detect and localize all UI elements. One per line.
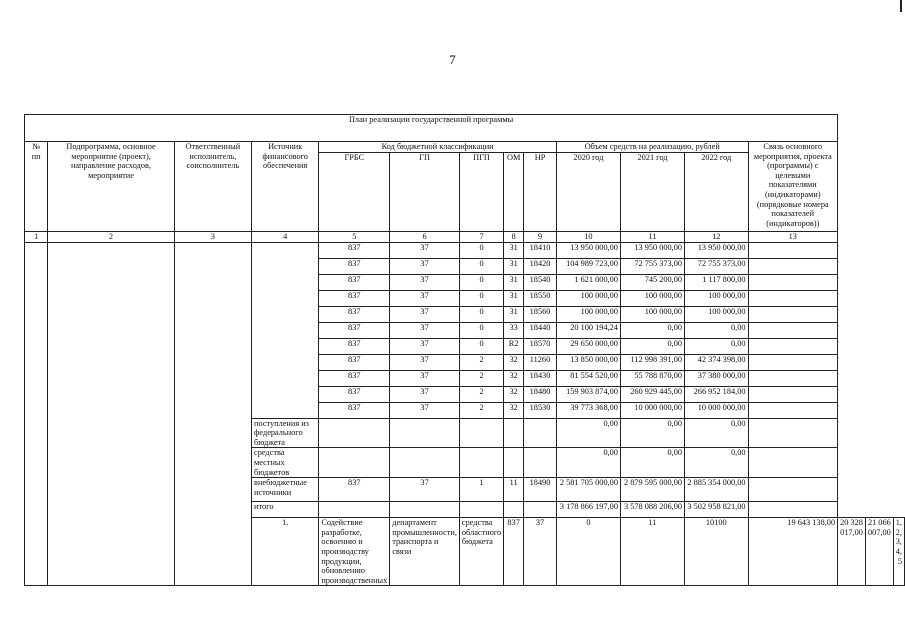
amount-2022: 0,00 — [685, 322, 748, 338]
amount-2021: 100 000,00 — [620, 290, 684, 306]
om-cell: 32 — [504, 354, 524, 370]
amount-2022: 0,00 — [685, 338, 748, 354]
amount-2020: 1 621 000,00 — [556, 274, 620, 290]
column-number: 12 — [685, 231, 748, 242]
gp-cell: 37 — [390, 478, 460, 502]
link-cell — [748, 274, 838, 290]
column-number: 4 — [252, 231, 319, 242]
code-cell — [504, 502, 524, 518]
amount-2020: 39 773 368,00 — [556, 402, 620, 418]
pgp-cell: 2 — [459, 370, 503, 386]
column-number: 7 — [459, 231, 503, 242]
om-cell: 33 — [504, 322, 524, 338]
gp-cell: 37 — [390, 338, 460, 354]
page-number: 7 — [449, 52, 456, 67]
column-number: 10 — [556, 231, 620, 242]
amount-2020: 13 950 000,00 — [556, 242, 620, 258]
pgp-cell: 0 — [459, 322, 503, 338]
amount-2020: 81 554 520,00 — [556, 370, 620, 386]
pgp-cell: 2 — [459, 354, 503, 370]
np-cell: 18440 — [524, 322, 557, 338]
amount-2022: 37 380 000,00 — [685, 370, 748, 386]
amount-2022: 0,00 — [685, 418, 748, 448]
gp-cell: 37 — [390, 258, 460, 274]
link-cell — [748, 418, 838, 448]
np-cell: 18420 — [524, 258, 557, 274]
code-cell — [524, 418, 557, 448]
amount-2022: 100 000,00 — [685, 290, 748, 306]
header-link: Связь основного мероприятия, проекта (программы) с целевыми показателями (индикаторами) (порядковые номера показателей (индикаторов)) — [748, 142, 838, 232]
amount-2022: 3 502 958 821,00 — [685, 502, 748, 518]
amount-2021: 112 998 391,00 — [620, 354, 684, 370]
amount-2022: 1 117 800,00 — [685, 274, 748, 290]
header-2022: 2022 год — [685, 152, 748, 231]
amount-2020: 100 000,00 — [556, 306, 620, 322]
code-cell — [524, 502, 557, 518]
gp-cell: 37 — [390, 306, 460, 322]
grbs-cell: 837 — [319, 354, 390, 370]
np-cell: 18410 — [524, 242, 557, 258]
gp-cell: 37 — [390, 386, 460, 402]
amount-2020: 104 989 723,00 — [556, 258, 620, 274]
pgp-cell: 2 — [459, 402, 503, 418]
np-cell: 18550 — [524, 290, 557, 306]
grbs-cell: 837 — [319, 338, 390, 354]
link-cell — [748, 306, 838, 322]
om-cell: 32 — [504, 402, 524, 418]
code-cell — [459, 502, 503, 518]
column-number: 2 — [48, 231, 174, 242]
amount-2021: 0,00 — [620, 338, 684, 354]
grbs-cell: 837 — [319, 274, 390, 290]
code-cell — [319, 448, 390, 478]
amount-2021: 260 929 445,00 — [620, 386, 684, 402]
column-number: 9 — [524, 231, 557, 242]
code-cell — [504, 448, 524, 478]
column-number: 5 — [319, 231, 390, 242]
amount-2021: 745 200,00 — [620, 274, 684, 290]
amount-2021: 13 950 000,00 — [620, 242, 684, 258]
header-responsible: Ответственный исполнитель, соисполнитель — [174, 142, 251, 232]
column-number: 11 — [620, 231, 684, 242]
header-np: НР — [524, 152, 557, 231]
amount-2021: 0,00 — [620, 322, 684, 338]
column-number-row — [25, 231, 905, 242]
amount-2021: 0,00 — [620, 448, 684, 478]
grbs-cell: 837 — [319, 306, 390, 322]
pgp-cell: 0 — [459, 338, 503, 354]
grbs-cell: 837 — [319, 242, 390, 258]
om-cell: 32 — [504, 370, 524, 386]
link-cell — [748, 478, 838, 502]
grbs-cell: 837 — [504, 518, 524, 586]
np-cell: 11260 — [524, 354, 557, 370]
amount-2020: 100 000,00 — [556, 290, 620, 306]
source-cell: средства местных бюджетов — [252, 448, 319, 478]
header-name: Подпрограмма, основное мероприятие (проект), направление расходов, мероприятие — [48, 142, 174, 232]
link-cell — [748, 386, 838, 402]
column-number: 13 — [748, 231, 838, 242]
pgp-cell: 0 — [459, 306, 503, 322]
responsible-cell — [174, 242, 251, 586]
np-cell: 18560 — [524, 306, 557, 322]
header-source: Источник финансового обеспечения — [252, 142, 319, 232]
link-cell: 1, 2, 3, 4, 5 — [893, 518, 904, 586]
code-cell — [504, 418, 524, 448]
code-cell — [319, 502, 390, 518]
name-cell — [48, 242, 174, 586]
source-cell: поступления из федерального бюджета — [252, 418, 319, 448]
om-cell: 31 — [504, 258, 524, 274]
grbs-cell: 837 — [319, 258, 390, 274]
np-cell: 18490 — [524, 478, 557, 502]
column-number: 6 — [390, 231, 460, 242]
om-cell: R2 — [504, 338, 524, 354]
amount-2021: 0,00 — [620, 418, 684, 448]
amount-2022: 72 755 373,00 — [685, 258, 748, 274]
gp-cell: 37 — [524, 518, 557, 586]
header-no: № пп — [25, 142, 48, 232]
om-cell: 31 — [504, 274, 524, 290]
amount-2020: 159 903 874,00 — [556, 386, 620, 402]
column-number: 8 — [504, 231, 524, 242]
code-cell — [390, 418, 460, 448]
item-number: 1. — [252, 518, 319, 586]
source-cell: итого — [252, 502, 319, 518]
pgp-cell: 2 — [459, 386, 503, 402]
amount-2021: 3 578 088 206,00 — [620, 502, 684, 518]
amount-2022: 100 000,00 — [685, 306, 748, 322]
pgp-cell: 0 — [459, 258, 503, 274]
amount-2020: 29 650 000,00 — [556, 338, 620, 354]
amount-2021: 20 328 017,00 — [838, 518, 866, 586]
header-gp: ГП — [390, 152, 460, 231]
gp-cell: 37 — [390, 402, 460, 418]
no-cell — [25, 242, 48, 586]
np-cell: 18540 — [524, 274, 557, 290]
om-cell: 32 — [504, 386, 524, 402]
item-source: средства областного бюджета — [459, 518, 503, 586]
header-funds: Объем средств на реализацию, рублей — [556, 142, 748, 153]
amount-2021: 72 755 373,00 — [620, 258, 684, 274]
om-cell: 31 — [504, 290, 524, 306]
program-plan-table — [24, 114, 905, 586]
pgp-cell: 0 — [459, 274, 503, 290]
column-number: 3 — [174, 231, 251, 242]
link-cell — [748, 338, 838, 354]
pgp-cell: 0 — [459, 242, 503, 258]
grbs-cell: 837 — [319, 290, 390, 306]
amount-2021: 10 000 000,00 — [620, 402, 684, 418]
np-cell: 10100 — [685, 518, 748, 586]
header-om: ОМ — [504, 152, 524, 231]
amount-2022: 42 374 398,00 — [685, 354, 748, 370]
grbs-cell: 837 — [319, 402, 390, 418]
header-grbs: ГРБС — [319, 152, 390, 231]
grbs-cell: 837 — [319, 478, 390, 502]
code-cell — [524, 448, 557, 478]
amount-2020: 3 178 866 197,00 — [556, 502, 620, 518]
gp-cell: 37 — [390, 354, 460, 370]
amount-2020: 19 643 138,00 — [748, 518, 838, 586]
header-budget-code: Код бюджетной классификации — [319, 142, 557, 153]
grbs-cell: 837 — [319, 370, 390, 386]
gp-cell: 37 — [390, 290, 460, 306]
amount-2022: 21 066 007,00 — [865, 518, 893, 586]
edge-mark — [900, 0, 902, 12]
pgp-cell: 0 — [459, 290, 503, 306]
np-cell: 18480 — [524, 386, 557, 402]
pgp-cell: 1 — [459, 478, 503, 502]
grbs-cell: 837 — [319, 386, 390, 402]
amount-2020: 0,00 — [556, 418, 620, 448]
amount-2021: 100 000,00 — [620, 306, 684, 322]
link-cell — [748, 448, 838, 478]
code-cell — [459, 418, 503, 448]
amount-2020: 20 100 194,24 — [556, 322, 620, 338]
header-pgp: ПГП — [459, 152, 503, 231]
amount-2021: 55 788 870,00 — [620, 370, 684, 386]
code-cell — [459, 448, 503, 478]
table-row — [25, 242, 905, 258]
amount-2020: 2 581 705 000,00 — [556, 478, 620, 502]
source-cell — [252, 242, 319, 418]
link-cell — [748, 290, 838, 306]
np-cell: 18570 — [524, 338, 557, 354]
link-cell — [748, 502, 838, 518]
amount-2020: 0,00 — [556, 448, 620, 478]
gp-cell: 37 — [390, 322, 460, 338]
np-cell: 18530 — [524, 402, 557, 418]
column-number: 1 — [25, 231, 48, 242]
link-cell — [748, 322, 838, 338]
link-cell — [748, 354, 838, 370]
amount-2022: 10 000 000,00 — [685, 402, 748, 418]
link-cell — [748, 258, 838, 274]
gp-cell: 37 — [390, 242, 460, 258]
amount-2020: 13 850 000,00 — [556, 354, 620, 370]
code-cell — [390, 448, 460, 478]
source-cell: внебюджетные источники — [252, 478, 319, 502]
item-responsible: департамент промышленности, транспорта и связи — [390, 518, 460, 586]
om-cell: 11 — [504, 478, 524, 502]
link-cell — [748, 402, 838, 418]
link-cell — [748, 370, 838, 386]
gp-cell: 37 — [390, 370, 460, 386]
gp-cell: 37 — [390, 274, 460, 290]
pgp-cell: 0 — [556, 518, 620, 586]
header-2020: 2020 год — [556, 152, 620, 231]
amount-2021: 2 879 595 000,00 — [620, 478, 684, 502]
amount-2022: 0,00 — [685, 448, 748, 478]
header-2021: 2021 год — [620, 152, 684, 231]
om-cell: 31 — [504, 306, 524, 322]
table-caption: План реализации государственной программы — [25, 115, 838, 142]
link-cell — [748, 242, 838, 258]
amount-2022: 2 885 354 000,00 — [685, 478, 748, 502]
om-cell: 11 — [620, 518, 684, 586]
np-cell: 18430 — [524, 370, 557, 386]
item-name: Содействие разработке, освоению и производству продукции, обновлению производственных — [319, 518, 390, 586]
code-cell — [319, 418, 390, 448]
om-cell: 31 — [504, 242, 524, 258]
code-cell — [390, 502, 460, 518]
amount-2022: 13 950 000,00 — [685, 242, 748, 258]
amount-2022: 266 952 184,00 — [685, 386, 748, 402]
grbs-cell: 837 — [319, 322, 390, 338]
